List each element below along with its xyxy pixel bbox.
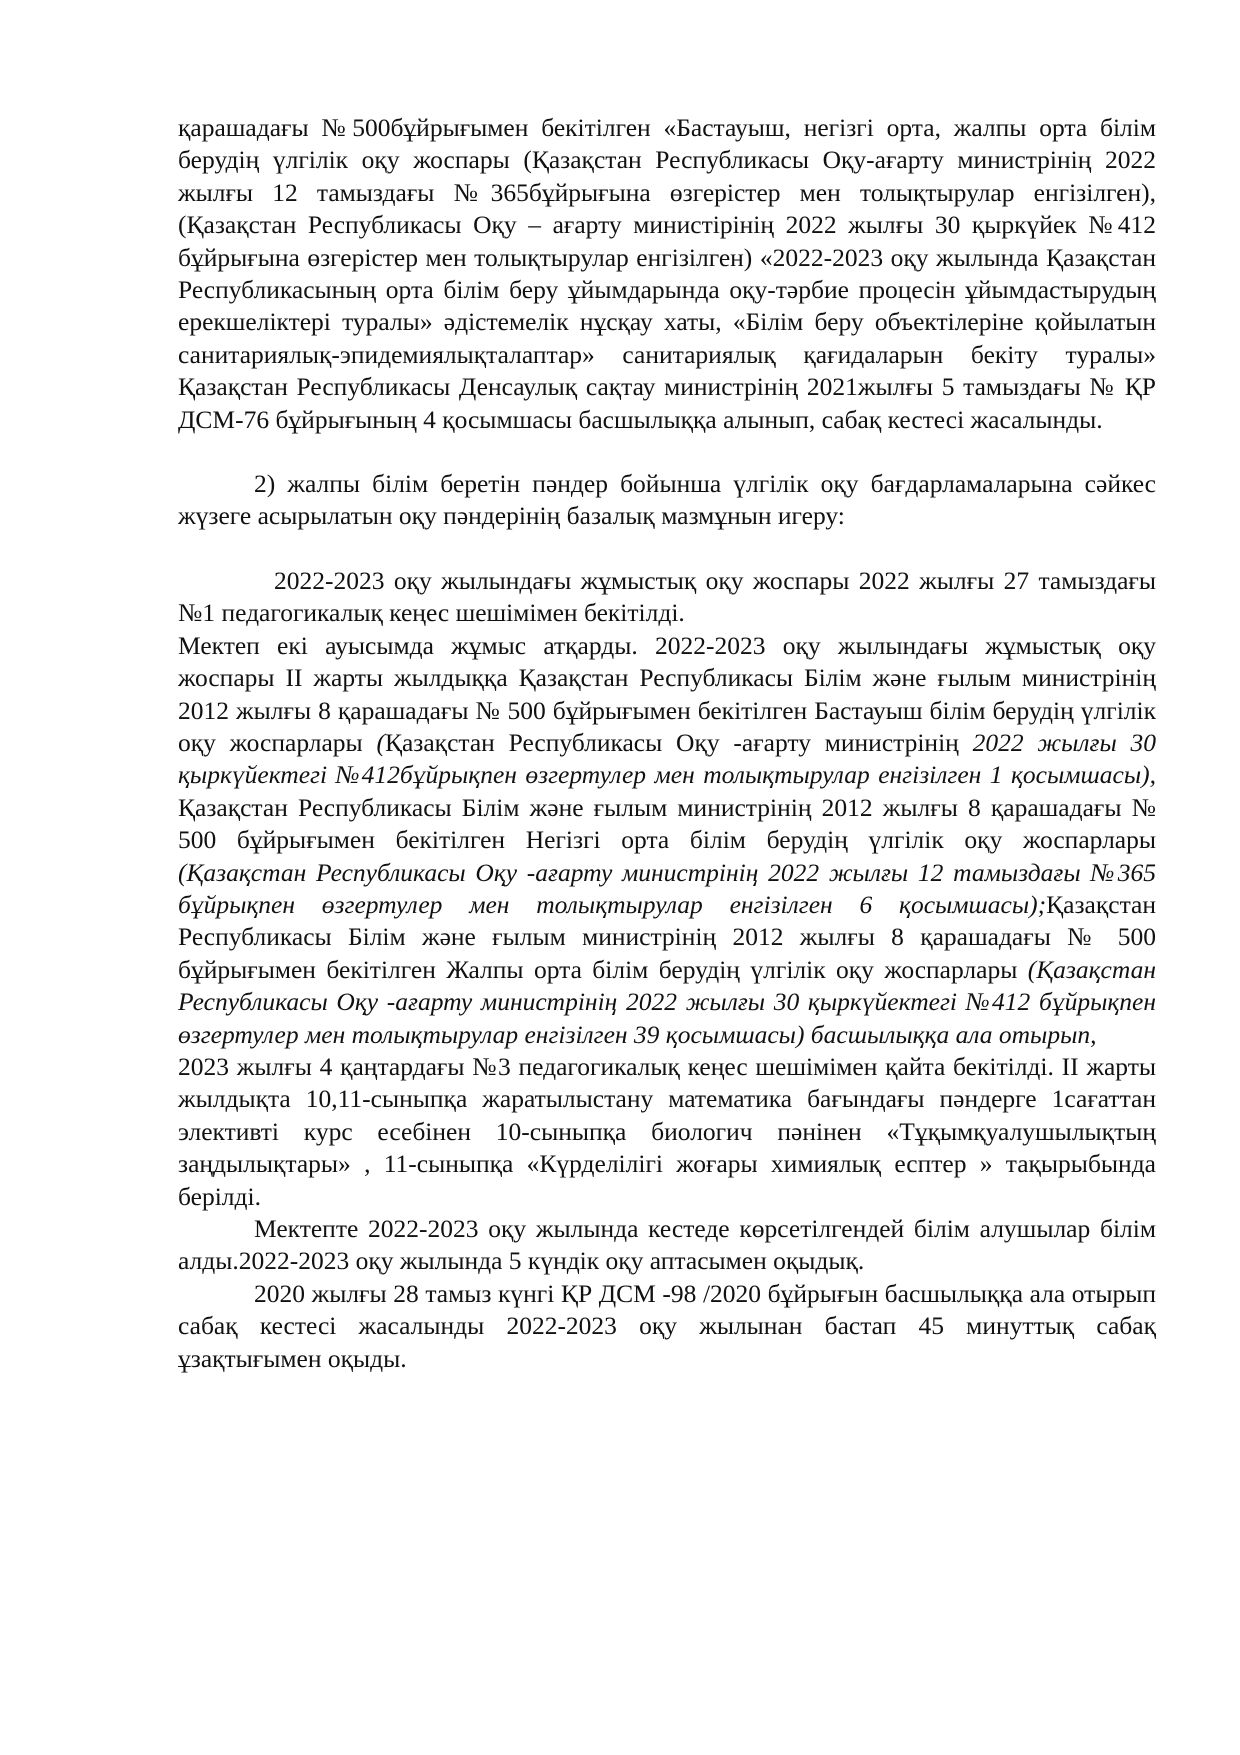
paragraph-working-plan: 2022-2023 оқу жылындағы жұмыстық оқу жоспары 2022 жылғы 27 тамыздағы №1 педагогикалық кеңес шешімімен бекітілді. xyxy=(178,565,1156,628)
italic-run: (Қазақстан Республикасы Оқу -ағарту министрінің 2022 жылғы 30 қыркүйектегі №412 бұйрықпен өзгертулер мен толықтырулар енгізілген 39 қосымшасы) басшылыққа ала отырып, xyxy=(178,954,1156,1049)
italic-run: (Қазақстан Республикасы Оқу -ағарту министрінің 2022 жылғы 12 тамыздағы №365 бұйрықпен өзгертулер мен толықтырулар енгізілген 6 қосымшасы); xyxy=(178,857,1156,919)
text-run: Қазақстан Республикасы Білім және ғылым министрінің 2012 жылғы 8 қарашадағы № 500 бұйрығымен бекітілген Негізгі орта білім берудің үлгілік оқу жоспарлары xyxy=(178,792,1156,855)
paragraph-shifts-and-plans xyxy=(178,630,1156,1051)
paragraph-pedagogical-council: 2023 жылғы 4 қаңтардағы №3 педагогикалық кеңес шешімімен қайта бекітілді. ІІ жарты жылдықта 10,11-сыныпқа жаратылыстану математика бағындағы пәндерге 1сағаттан элективті курс есебінен 10-сыныпқа биологич пәнінен «Тұқымқуалушылықтың заңдылықтары» , 11-сыныпқа «Күрделілігі жоғары химиялық есптер » тақырыбында берілді. xyxy=(178,1051,1156,1211)
paragraph-study-week: Мектепте 2022-2023 оқу жылында кестеде көрсетілгендей білім алушылар білім алды.2022-2023 оқу жылында 5 күндік оқу аптасымен оқыдық. xyxy=(178,1214,1156,1276)
text-run: Мектеп екі ауысымда жұмыс атқарды. 2022-2023 оқу жылындағы жұмыстық оқу жоспары ІІ жарты жылдыққа Қазақстан Республикасы Білім және ғылым министрінің 2012 жылғы 8 қарашадағы № 500 бұйрығымен бекітілген Бастауыш білім берудің үлгілік оқу жоспарлары xyxy=(178,630,1156,757)
italic-run: ( xyxy=(376,727,385,757)
text-run: Қазақстан Республикасы Оқу -ағарту министрінің xyxy=(384,727,973,757)
document-page xyxy=(178,112,1156,1375)
italic-run: 2022 жылғы 30 қыркүйектегі №412бұйрықпен өзгертулер мен толықтырулар енгізілген 1 қосымшасы), xyxy=(178,727,1156,790)
paragraph-item-2: 2) жалпы білім беретін пәндер бойынша үлгілік оқу бағдарламаларына сәйкес жүзеге асырылатын оқу пәндерінің базалық мазмұнын игеру: xyxy=(178,469,1156,531)
paragraph-schedule-basis: қарашадағы №500бұйрығымен бекітілген «Бастауыш, негізгі орта, жалпы орта білім берудің үлгілік оқу жоспары (Қазақстан Республикасы Оқу-ағарту министрінің 2022 жылғы 12 тамыздағы №365бұйрығына өзгерістер мен толықтырулар енгізілген), (Қазақстан Республикасы Оқу – ағарту министірінің 2022 жылғы 30 қыркүйек №412 бұйрығына өзгерістер мен толықтырулар енгізілген) «2022-2023 оқу жылында Қазақстан Республикасының орта білім беру ұйымдарында оқу-тәрбие процесін ұйымдастырудың ерекшеліктері туралы» әдістемелік нұсқау хаты, «Білім беру объектілеріне қойылатын санитариялық-эпидемиялықталаптар» санитариялық қағидаларын бекіту туралы» Қазақстан Республикасы Денсаулық сақтау министрінің 2021жылғы 5 тамыздағы № ҚР ДСМ-76 бұйрығының 4 қосымшасы басшылыққа алынып, сабақ кестесі жасалынды. xyxy=(178,113,1156,434)
paragraph-lesson-duration: 2020 жылғы 28 тамыз күнгі ҚР ДСМ -98 /2020 бұйрығын басшылыққа ала отырып сабақ кестесі жасалынды 2022-2023 оқу жылынан бастап 45 минуттық сабақ ұзақтығымен оқыды. xyxy=(178,1278,1156,1373)
text-run: Қазақстан Республикасы Білім және ғылым министрінің 2012 жылғы 8 қарашадағы № 500 бұйрығымен бекітілген Жалпы орта білім берудің үлгілік оқу жоспарлары xyxy=(178,889,1156,984)
